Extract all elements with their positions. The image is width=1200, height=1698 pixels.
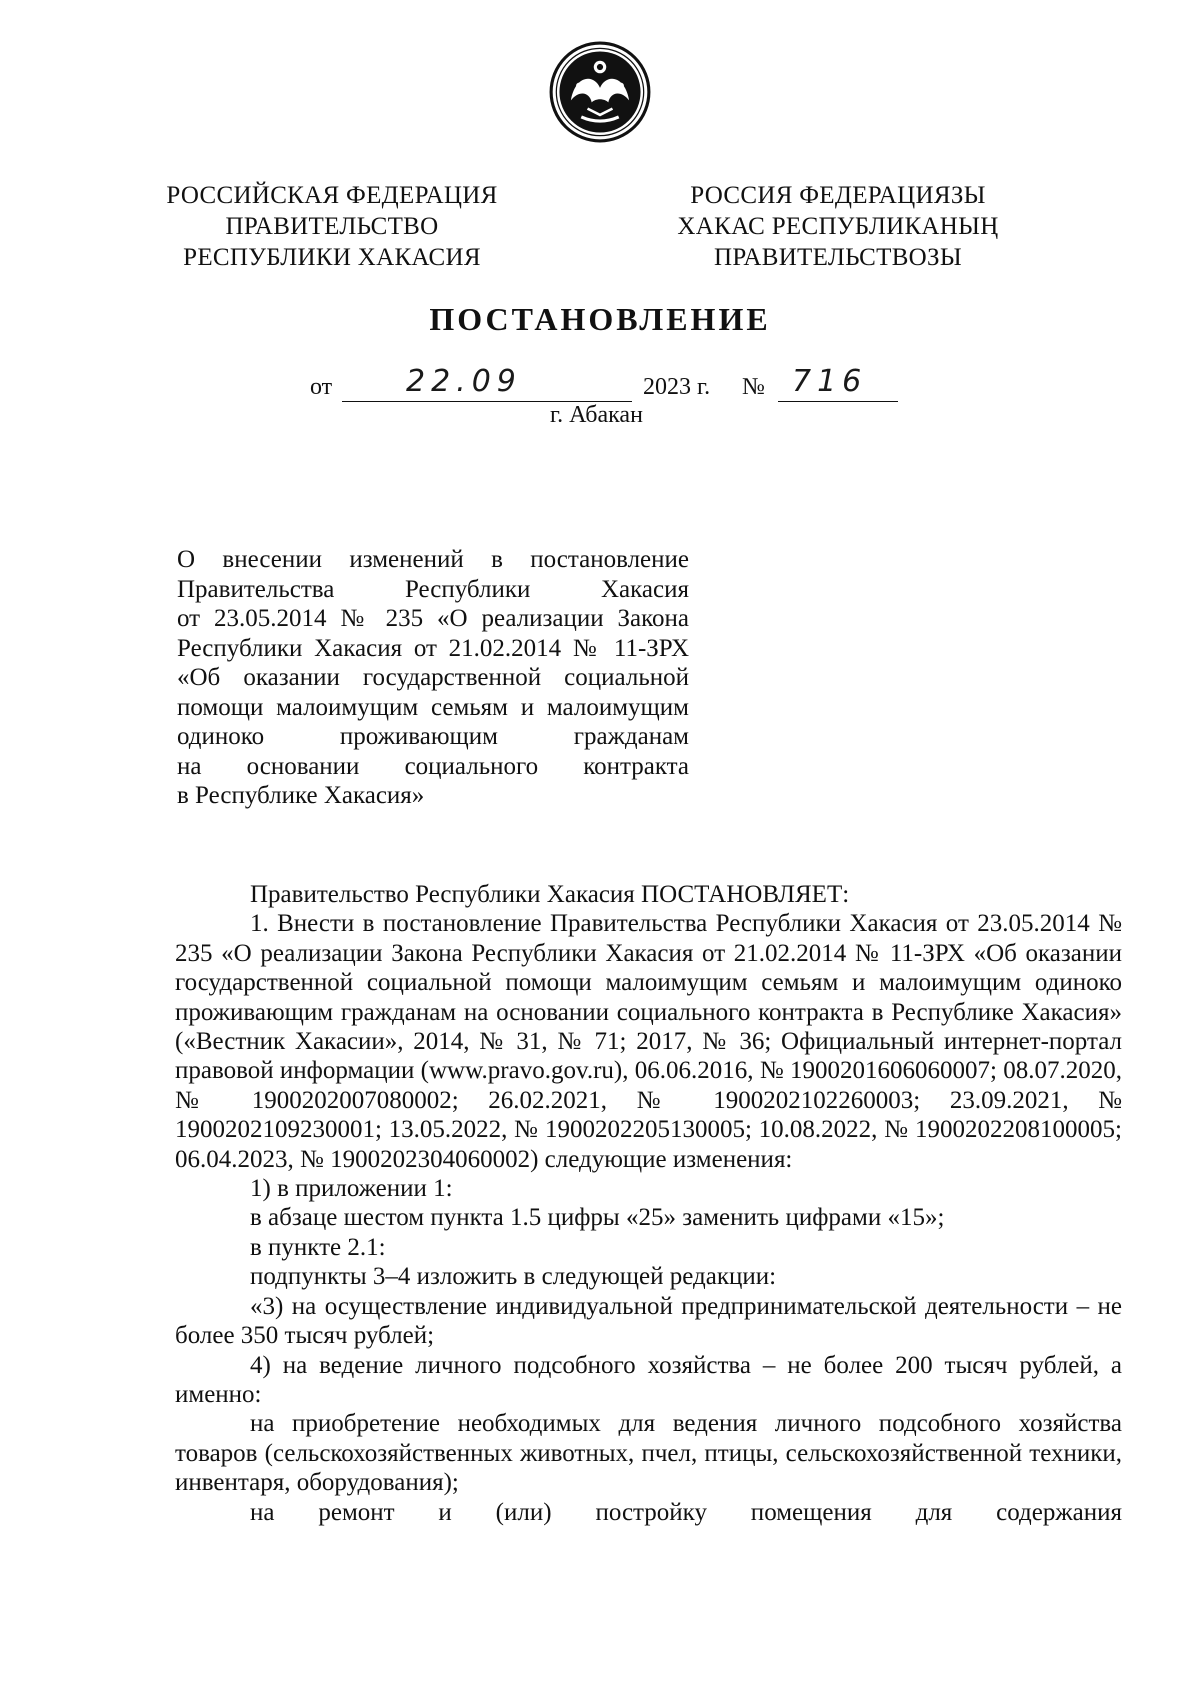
- header-right-line: ХАКАС РЕСПУБЛИКАНЫҢ: [677, 213, 999, 240]
- header-left: [142, 180, 522, 273]
- number-underline: [778, 401, 898, 402]
- paragraph-item-1: 1. Внести в постановление Правительства Республики Хакасия от 23.05.2014 № 235 «О реализации Закона Республики Хакасия от 21.02.2014 № 11-ЗРХ «Об оказании государственной социальной помощи малоимущим семьям и малоимущим одиноко проживающим гражданам на основании социального контракта в Республике Хакасия» («Вестник Хакасии», 2014, № 31, № 71; 2017, № 36; Официальный интернет-портал правовой информации (www.pravo.gov.ru), 06.06.2016, № 1900201606060007; 08.07.2020, № 1900202007080002; 26.02.2021, № 1900202102260003; 23.09.2021, № 1900202109230001; 13.05.2022, № 1900202205130005; 10.08.2022, № 1900202208100005; 06.04.2023, № 1900202304060002) следующие изменения:: [175, 910, 1122, 1173]
- paragraph-subitem-1a: в абзаце шестом пункта 1.5 цифры «25» заменить цифрами «15»;: [250, 1204, 945, 1232]
- subject-line: помощи малоимущим семьям и малоимущим: [177, 693, 689, 721]
- khakassia-coat-of-arms-icon: [548, 40, 652, 144]
- subject-line: Правительства Республики Хакасия: [177, 575, 689, 603]
- number-handwritten: 716: [792, 364, 868, 399]
- header-right: [648, 180, 1028, 273]
- paragraph-quote-4: 4) на ведение личного подсобного хозяйства – не более 200 тысяч рублей, а именно:: [175, 1351, 1122, 1408]
- subject-line: в Республике Хакасия»: [177, 782, 425, 809]
- header-left-line: РЕСПУБЛИКИ ХАКАСИЯ: [183, 244, 481, 271]
- date-year: 2023 г.: [643, 374, 711, 400]
- subject-line: от 23.05.2014 № 235 «О реализации Закона: [177, 605, 689, 632]
- header-left-line: ПРАВИТЕЛЬСТВО: [225, 213, 439, 240]
- date-handwritten: 22.09: [406, 364, 522, 399]
- paragraph-quote-3: «3) на осуществление индивидуальной предпринимательской деятельности – не более 350 тысяч рублей;: [175, 1292, 1122, 1350]
- subject-line: на основании социального контракта: [177, 752, 689, 780]
- subject-line: одиноко проживающим гражданам: [177, 723, 689, 750]
- paragraph-quote-4b: на ремонт и (или) постройку помещения для содержания: [250, 1498, 1122, 1526]
- header-right-line: РОССИЯ ФЕДЕРАЦИЯЗЫ: [690, 182, 986, 209]
- subject-line: Республики Хакасия от 21.02.2014 № 11-ЗРХ: [177, 634, 689, 662]
- paragraph-quote-4a: на приобретение необходимых для ведения личного подсобного хозяйства товаров (сельскохозяйственных животных, пчел, птицы, сельскохозяйственной техники, инвентаря, оборудования);: [175, 1410, 1122, 1497]
- subject-line: «Об оказании государственной социальной: [177, 664, 689, 691]
- date-prefix: от: [310, 374, 333, 400]
- paragraph-subitem-1b: в пункте 2.1:: [250, 1233, 386, 1261]
- paragraph-subitem-1: 1) в приложении 1:: [250, 1175, 453, 1203]
- document-title: ПОСТАНОВЛЕНИЕ: [429, 301, 771, 337]
- subject-line: О внесении изменений в постановление: [177, 546, 689, 573]
- preamble: Правительство Республики Хакасия ПОСТАНОВЛЯЕТ:: [250, 881, 850, 908]
- header-left-line: РОССИЙСКАЯ ФЕДЕРАЦИЯ: [166, 182, 498, 209]
- document-subject: [177, 545, 689, 811]
- document-body: [175, 880, 1122, 1527]
- city-name: г. Абакан: [550, 402, 643, 428]
- paragraph-subitem-1c: подпункты 3–4 изложить в следующей редакции:: [250, 1263, 777, 1291]
- number-label: №: [742, 374, 765, 400]
- header-right-line: ПРАВИТЕЛЬСТВОЗЫ: [714, 244, 962, 271]
